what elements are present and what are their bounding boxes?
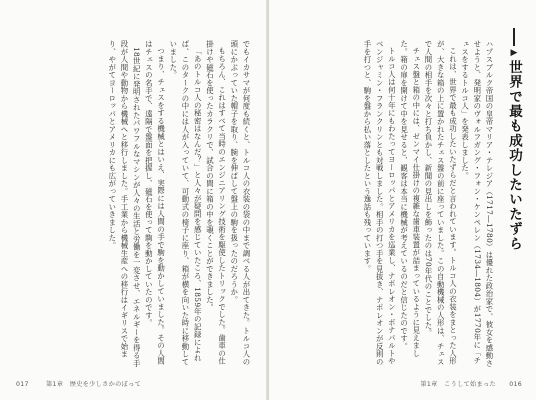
left-paragraph-1: でもイカサマが何度も続くと、トルコ人の衣装の袋の中まで調べる人が出てきた。トルコ人の頭にかぶっていた帽子を取り、腕を伸ばして盤上の駒を扱ったのだろうか。: [229, 40, 251, 366]
right-running-head: 第1章 こうして始まった: [420, 381, 496, 388]
left-page-number: 017: [16, 381, 29, 388]
right-paragraph-2: これは、世界で最も成功したいたずらだと言われています。トルコ人の衣装をまとった人形が、大きな箱の上に置かれたチェス盤の前に座っていました。この自動機械の人形は、チェスで人間の相手を次々と打ち負かし、新聞の見出しを飾ったのは70年代のことでした。: [423, 40, 458, 366]
right-paragraph-1: ハプスブルク帝国の皇帝マリア・テレジア（1717―1780）は優れた政治家で、彼女を感動させようと、発明家のヴォルフガング・フォン・ケンペレン（1734―1804）が1770年に「チェスをするトルコ人」を発表しました。: [460, 40, 494, 368]
right-page: [269, 0, 536, 400]
left-page: [0, 0, 267, 400]
right-paragraph-4: トルコ人は何十年にもわたってヨーロッパとアメリカを巡業し、ナポレオン・ボナパルトやベンジャミン・フランクリンとも対戦しました。相手の打つ手を見抜き、ナポレオンが反則の手を打つと、駒を盤から払い落としたという逸話も残っています。: [362, 40, 397, 366]
right-page-number: 016: [509, 381, 522, 388]
title-rule: [513, 28, 515, 46]
chapter-title-column: [501, 28, 527, 348]
left-paragraph-2: もちろん、これはすべて当時のエンジニアリング技術を駆使したトリックでした。歯車の仕掛けや磁石を使ったカラクリで、試合の間に箱の中を覗くことができました。: [205, 40, 227, 366]
right-page-body: [283, 40, 495, 370]
chapter-title: 世界で最も成功したいたずら: [506, 60, 522, 252]
triangle-marker-icon: ▶: [510, 48, 518, 58]
left-running-head: 第1章 歴史を少しさかのぼって: [46, 381, 142, 388]
right-paragraph-3: チェス盤と箱の中には、ゼンマイ仕掛けの複雑な歯車装置が詰まっているように見えました。箱の扉を開けて中を見せると、観客は本当に機械が考えているのだと信じたのです。: [399, 40, 421, 358]
left-paragraph-4: つまり、チェスをする機械とはいえ、実際には人間の手で駒を動かしていました。その人間はチェスの名手で、遠隔で盤面を把握し、磁石を使って駒を動かしていたのです。: [144, 40, 166, 366]
left-paragraph-5: 18世紀に発明されたパワフルなマシンが人々の生活と労働を一変させ、エネルギーを得る手段が人間や動物から機械へと移行しました。手工業から機械生産への移行はイギリスで始まり、やがてヨーロッパとアメリカにも広がっていきました。: [107, 40, 142, 368]
left-paragraph-3: 「あのトルコ人の秘密はなんだ？」と人々が疑問を感じていたころ、1859年の記録によれば、このタークの中には人が入っていて、可動式の椅子に座り、箱が横を向いた時に移動していました。: [168, 40, 203, 366]
left-page-body: [22, 40, 252, 370]
